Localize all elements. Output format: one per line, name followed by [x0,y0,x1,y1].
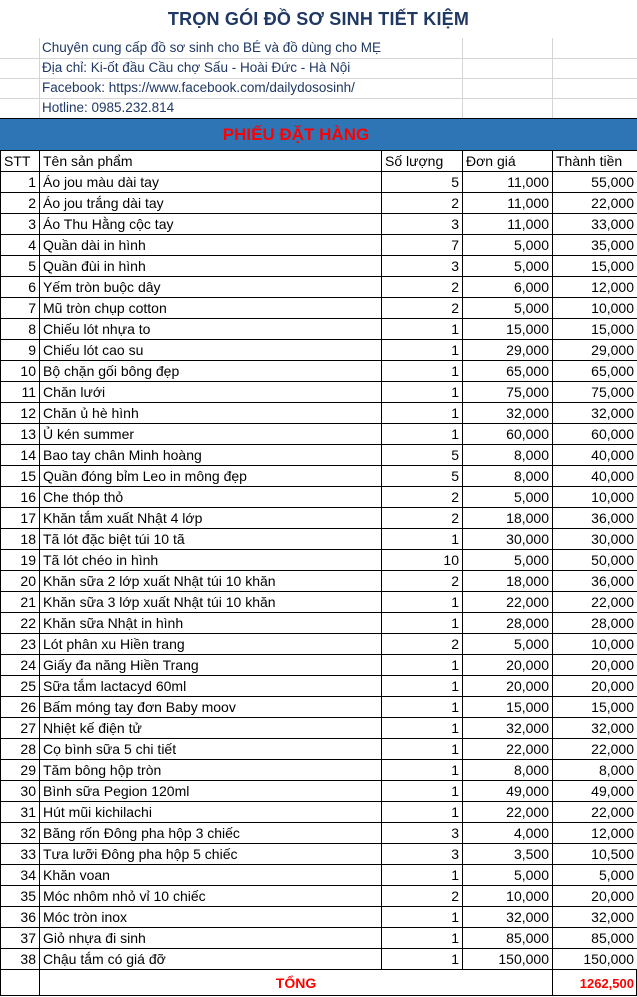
cell-stt: 19 [1,550,40,571]
cell-line-total: 12,000 [553,823,637,844]
cell-stt: 23 [1,634,40,655]
cell-unit-price: 15,000 [463,697,553,718]
form-title-band [0,118,637,151]
cell-quantity: 5 [382,172,463,193]
cell-line-total: 22,000 [553,592,637,613]
cell-quantity: 1 [382,697,463,718]
cell-product-name: Quần đùi in hình [40,256,382,277]
cell-unit-price: 11,000 [463,214,553,235]
cell-product-name: Bộ chặn gối bông đẹp [40,361,382,382]
cell-unit-price: 5,000 [463,235,553,256]
cell-product-name: Cọ bình sữa 5 chi tiết [40,739,382,760]
cell-product-name: Chậu tắm có giá đỡ [40,949,382,970]
cell-line-total: 35,000 [553,235,637,256]
cell-stt: 3 [1,214,40,235]
cell-stt: 36 [1,907,40,928]
cell-quantity: 1 [382,739,463,760]
cell-unit-price: 5,000 [463,634,553,655]
cell-stt: 25 [1,676,40,697]
cell-stt: 9 [1,340,40,361]
cell-quantity: 1 [382,802,463,823]
table-row [1,214,637,235]
table-row [1,298,637,319]
cell-product-name: Băng rốn Đông pha hộp 3 chiếc [40,823,382,844]
table-row [1,340,637,361]
table-row [1,235,637,256]
cell-unit-price: 60,000 [463,424,553,445]
cell-line-total: 22,000 [553,193,637,214]
cell-unit-price: 11,000 [463,172,553,193]
table-row [1,571,637,592]
cell-unit-price: 85,000 [463,928,553,949]
cell-unit-price: 32,000 [463,718,553,739]
table-row [1,256,637,277]
table-row [1,802,637,823]
cell-product-name: Móc nhôm nhỏ vỉ 10 chiếc [40,886,382,907]
cell-product-name: Khăn tắm xuất Nhật 4 lớp [40,508,382,529]
cell-quantity: 2 [382,298,463,319]
cell-line-total: 40,000 [553,445,637,466]
cell-quantity: 1 [382,781,463,802]
cell-quantity: 1 [382,340,463,361]
cell-product-name: Giỏ nhựa đi sinh [40,928,382,949]
cell-line-total: 22,000 [553,739,637,760]
table-row [1,949,637,970]
info-row-address [0,58,637,79]
cell-product-name: Che thóp thỏ [40,487,382,508]
cell-product-name: Bấm móng tay đơn Baby moov [40,697,382,718]
cell-stt: 29 [1,760,40,781]
cell-product-name: Lót phân xu Hiền trang [40,634,382,655]
cell-stt: 22 [1,613,40,634]
table-row [1,844,637,865]
cell-product-name: Chiếu lót nhựa to [40,319,382,340]
cell-quantity: 5 [382,445,463,466]
cell-product-name: Bình sữa Pegion 120ml [40,781,382,802]
cell-line-total: 49,000 [553,781,637,802]
cell-line-total: 20,000 [553,886,637,907]
cell-product-name: Quần dài in hình [40,235,382,256]
cell-stt: 21 [1,592,40,613]
table-row [1,193,637,214]
cell-product-name: Khăn sữa 3 lớp xuất Nhật túi 10 khăn [40,592,382,613]
cell-unit-price: 29,000 [463,340,553,361]
cell-unit-price: 5,000 [463,865,553,886]
cell-line-total: 10,000 [553,487,637,508]
cell-line-total: 32,000 [553,718,637,739]
cell-unit-price: 20,000 [463,676,553,697]
info-row-tagline [0,38,637,59]
table-row [1,676,637,697]
cell-product-name: Khăn sữa 2 lớp xuất Nhật túi 10 khăn [40,571,382,592]
cell-quantity: 1 [382,613,463,634]
cell-quantity: 3 [382,214,463,235]
table-row [1,865,637,886]
table-row [1,886,637,907]
cell-line-total: 36,000 [553,508,637,529]
cell-product-name: Yếm tròn buộc dây [40,277,382,298]
cell-line-total: 28,000 [553,613,637,634]
cell-stt: 4 [1,235,40,256]
cell-product-name: Sữa tắm lactacyd 60ml [40,676,382,697]
cell-product-name: Khăn sữa Nhật in hình [40,613,382,634]
table-row [1,760,637,781]
cell-quantity: 1 [382,529,463,550]
cell-line-total: 20,000 [553,676,637,697]
cell-stt: 2 [1,193,40,214]
cell-quantity: 1 [382,949,463,970]
cell-line-total: 8,000 [553,760,637,781]
cell-product-name: Áo jou màu dài tay [40,172,382,193]
table-row [1,424,637,445]
cell-unit-price: 49,000 [463,781,553,802]
cell-stt: 15 [1,466,40,487]
table-row [1,487,637,508]
cell-line-total: 10,000 [553,634,637,655]
cell-unit-price: 5,000 [463,298,553,319]
cell-line-total: 60,000 [553,424,637,445]
shop-title: TRỌN GÓI ĐỒ SƠ SINH TIẾT KIỆM [167,8,470,29]
shop-hotline: Hotline: 0985.232.814 [42,100,175,115]
cell-unit-price: 20,000 [463,655,553,676]
cell-product-name: Áo jou trắng dài tay [40,193,382,214]
cell-quantity: 7 [382,235,463,256]
cell-unit-price: 18,000 [463,508,553,529]
cell-line-total: 40,000 [553,466,637,487]
cell-quantity: 1 [382,592,463,613]
cell-unit-price: 32,000 [463,907,553,928]
table-row [1,172,637,193]
cell-unit-price: 22,000 [463,802,553,823]
total-row [0,969,637,997]
table-row [1,529,637,550]
cell-line-total: 85,000 [553,928,637,949]
cell-line-total: 15,000 [553,256,637,277]
table-row [1,277,637,298]
cell-product-name: Móc tròn inox [40,907,382,928]
cell-line-total: 36,000 [553,571,637,592]
cell-quantity: 1 [382,361,463,382]
cell-line-total: 32,000 [553,907,637,928]
cell-stt: 28 [1,739,40,760]
cell-line-total: 150,000 [553,949,637,970]
cell-quantity: 3 [382,823,463,844]
cell-stt: 32 [1,823,40,844]
info-row-facebook [0,78,637,99]
cell-quantity: 3 [382,844,463,865]
table-row [1,781,637,802]
cell-product-name: Tưa lưỡi Đông pha hộp 5 chiếc [40,844,382,865]
cell-quantity: 2 [382,886,463,907]
table-row [1,319,637,340]
cell-stt: 33 [1,844,40,865]
table-header-row [1,151,637,172]
cell-product-name: Giấy đa năng Hiền Trang [40,655,382,676]
table-row [1,718,637,739]
cell-quantity: 1 [382,760,463,781]
cell-unit-price: 8,000 [463,466,553,487]
cell-quantity: 1 [382,676,463,697]
cell-product-name: Tăm bông hộp tròn [40,760,382,781]
cell-quantity: 1 [382,655,463,676]
cell-quantity: 1 [382,319,463,340]
table-row [1,592,637,613]
cell-stt: 20 [1,571,40,592]
cell-product-name: Khăn voan [40,865,382,886]
table-row [1,403,637,424]
cell-line-total: 33,000 [553,214,637,235]
form-title: PHIẾU ĐẶT HÀNG [222,125,370,144]
cell-quantity: 5 [382,466,463,487]
cell-product-name: Ủ kén summer [40,424,382,445]
cell-unit-price: 22,000 [463,739,553,760]
cell-quantity: 2 [382,508,463,529]
cell-line-total: 20,000 [553,655,637,676]
cell-stt: 13 [1,424,40,445]
cell-quantity: 1 [382,907,463,928]
cell-stt: 6 [1,277,40,298]
cell-product-name: Áo Thu Hằng cộc tay [40,214,382,235]
cell-product-name: Hút mũi kichilachi [40,802,382,823]
cell-product-name: Mũ tròn chụp cotton [40,298,382,319]
cell-unit-price: 8,000 [463,445,553,466]
col-header-name: Tên sản phẩm [40,151,382,172]
cell-quantity: 1 [382,424,463,445]
cell-stt: 12 [1,403,40,424]
cell-stt: 35 [1,886,40,907]
cell-stt: 8 [1,319,40,340]
cell-stt: 11 [1,382,40,403]
total-value: 1262,500 [579,975,634,991]
table-row [1,739,637,760]
table-row [1,508,637,529]
cell-stt: 14 [1,445,40,466]
cell-unit-price: 28,000 [463,613,553,634]
cell-quantity: 1 [382,403,463,424]
cell-line-total: 65,000 [553,361,637,382]
info-row-hotline [0,98,637,119]
cell-stt: 1 [1,172,40,193]
cell-quantity: 2 [382,277,463,298]
table-row [1,634,637,655]
cell-stt: 7 [1,298,40,319]
cell-line-total: 12,000 [553,277,637,298]
cell-stt: 34 [1,865,40,886]
cell-unit-price: 18,000 [463,571,553,592]
cell-unit-price: 65,000 [463,361,553,382]
col-header-stt: STT [1,151,40,172]
cell-unit-price: 22,000 [463,592,553,613]
table-row [1,445,637,466]
col-header-qty: Số lượng [382,151,463,172]
cell-unit-price: 4,000 [463,823,553,844]
cell-product-name: Tã lót đặc biệt túi 10 tã [40,529,382,550]
cell-product-name: Chiếu lót cao su [40,340,382,361]
cell-stt: 16 [1,487,40,508]
total-label: TỔNG [275,975,317,991]
table-row [1,382,637,403]
col-header-total: Thành tiền [553,151,637,172]
table-row [1,697,637,718]
cell-unit-price: 3,500 [463,844,553,865]
cell-quantity: 1 [382,382,463,403]
cell-quantity: 2 [382,193,463,214]
shop-address: Địa chỉ: Ki-ốt đầu Cầu chợ Sấu - Hoài Đức - Hà Nội [42,60,351,75]
cell-unit-price: 11,000 [463,193,553,214]
cell-line-total: 29,000 [553,340,637,361]
cell-product-name: Nhiệt kế điện tử [40,718,382,739]
cell-unit-price: 30,000 [463,529,553,550]
cell-line-total: 32,000 [553,403,637,424]
cell-stt: 10 [1,361,40,382]
cell-quantity: 3 [382,256,463,277]
cell-unit-price: 5,000 [463,487,553,508]
shop-tagline: Chuyên cung cấp đồ sơ sinh cho BÉ và đồ dùng cho MẸ [42,40,382,55]
cell-unit-price: 8,000 [463,760,553,781]
cell-quantity: 10 [382,550,463,571]
cell-unit-price: 5,000 [463,256,553,277]
cell-line-total: 10,500 [553,844,637,865]
cell-quantity: 1 [382,718,463,739]
cell-quantity: 2 [382,487,463,508]
cell-stt: 37 [1,928,40,949]
cell-stt: 38 [1,949,40,970]
cell-line-total: 22,000 [553,802,637,823]
cell-quantity: 2 [382,571,463,592]
cell-line-total: 15,000 [553,697,637,718]
cell-unit-price: 32,000 [463,403,553,424]
table-row [1,613,637,634]
total-cell-empty [0,969,40,996]
cell-line-total: 5,000 [553,865,637,886]
table-row [1,907,637,928]
shop-facebook: Facebook: https://www.facebook.com/dailydososinh/ [42,80,355,95]
cell-quantity: 2 [382,634,463,655]
cell-line-total: 50,000 [553,550,637,571]
cell-line-total: 30,000 [553,529,637,550]
cell-unit-price: 15,000 [463,319,553,340]
cell-stt: 27 [1,718,40,739]
cell-stt: 18 [1,529,40,550]
cell-line-total: 10,000 [553,298,637,319]
table-row [1,823,637,844]
cell-line-total: 55,000 [553,172,637,193]
cell-unit-price: 5,000 [463,550,553,571]
table-row [1,655,637,676]
cell-unit-price: 6,000 [463,277,553,298]
cell-quantity: 1 [382,865,463,886]
cell-stt: 26 [1,697,40,718]
table-row [1,550,637,571]
cell-unit-price: 10,000 [463,886,553,907]
cell-quantity: 1 [382,928,463,949]
cell-unit-price: 150,000 [463,949,553,970]
cell-product-name: Chăn lưới [40,382,382,403]
cell-product-name: Tã lót chéo in hình [40,550,382,571]
table-row [1,466,637,487]
cell-stt: 17 [1,508,40,529]
col-header-price: Đơn giá [463,151,553,172]
table-row [1,928,637,949]
cell-line-total: 15,000 [553,319,637,340]
cell-stt: 31 [1,802,40,823]
table-row [1,361,637,382]
cell-line-total: 75,000 [553,382,637,403]
order-table [0,150,637,970]
cell-product-name: Bao tay chân Minh hoàng [40,445,382,466]
cell-product-name: Chăn ủ hè hình [40,403,382,424]
cell-product-name: Quần đóng bỉm Leo in mông đẹp [40,466,382,487]
cell-unit-price: 75,000 [463,382,553,403]
cell-stt: 24 [1,655,40,676]
cell-stt: 5 [1,256,40,277]
cell-stt: 30 [1,781,40,802]
